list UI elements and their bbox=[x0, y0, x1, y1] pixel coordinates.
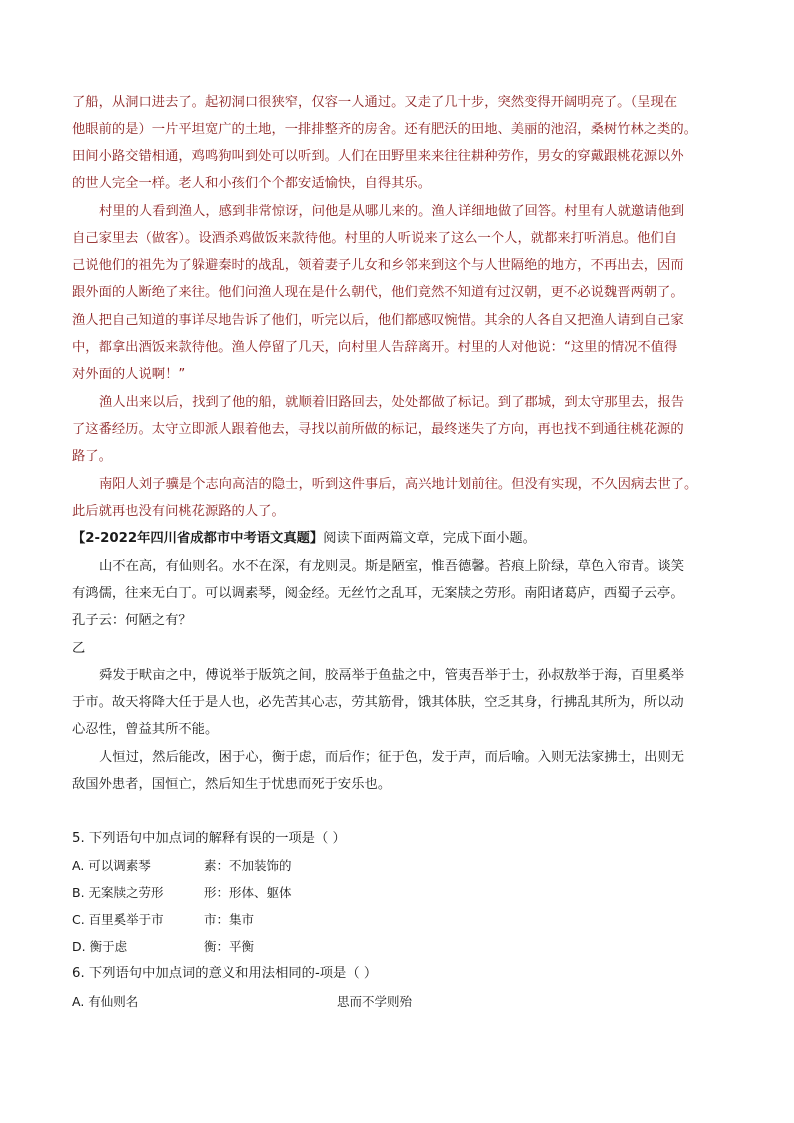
q5-option-a: A. 可以调素琴 bbox=[72, 858, 151, 873]
q6-option-a-left: A. 有仙则名 bbox=[72, 994, 139, 1009]
q5-option-a-gloss: 素：不加装饰的 bbox=[204, 858, 292, 873]
passage1-line: 田间小路交错相通，鸡鸣狗叫到处可以听到。人们在田野里来来往往耕种劳作，男女的穿戴跟桃花源以外 bbox=[72, 149, 684, 164]
passage-jia-line: 孔子云：何陋之有？ bbox=[72, 613, 192, 628]
q5-option-b: B. 无案牍之劳形 bbox=[72, 885, 164, 900]
passage1-line: 己说他们的祖先为了躲避秦时的战乱，领着妻子儿女和乡邻来到这个与人世隔绝的地方，不再出去，因而 bbox=[72, 258, 684, 273]
passage1-line: 村里的人看到渔人，感到非常惊讶，问他是从哪儿来的。渔人详细地做了回答。村里有人就邀请他到 bbox=[99, 204, 685, 219]
passage1-line: 渔人把自己知道的事详尽地告诉了他们，听完以后，他们都感叹惋惜。其余的人各自又把渔人请到自己家 bbox=[72, 313, 684, 328]
passage-yi-line: 心忍性，曾益其所不能。 bbox=[72, 722, 219, 737]
passage1-line: 了这番经历。太守立即派人跟着他去，寻找以前所做的标记，最终迷失了方向，再也找不到通往桃花源的 bbox=[72, 422, 684, 437]
passage-yi-line: 舜发于畎亩之中，傅说举于版筑之间，胶鬲举于鱼盐之中，管夷吾举于士，孙叔敖举于海，百里奚举 bbox=[99, 668, 685, 683]
passage-yi-line: 于市。故天将降大任于是人也，必先苦其心志，劳其筋骨，饿其体肤，空乏其身，行拂乱其所为，所以动 bbox=[72, 695, 684, 710]
passage-jia-line: 山不在高，有仙则名。水不在深，有龙则灵。斯是陋室，惟吾德馨。苔痕上阶绿，草色入帘青。谈笑 bbox=[99, 559, 685, 574]
passage1-line: 了船，从洞口进去了。起初洞口很狭窄，仅容一人通过。又走了几十步，突然变得开阔明亮了。（呈现在 bbox=[72, 95, 678, 110]
passage-jia-line: 有鸿儒，往来无白丁。可以调素琴，阅金经。无丝竹之乱耳，无案牍之劳形。南阳诸葛庐，西蜀子云亭。 bbox=[72, 586, 684, 601]
q5-option-b-gloss: 形：形体、躯体 bbox=[204, 885, 292, 900]
passage-yi-label: 乙 bbox=[72, 641, 86, 656]
question-5-stem: 5. 下列语句中加点词的解释有误的一项是（ ） bbox=[72, 831, 346, 846]
passage1-line: 的世人完全一样。老人和小孩们个个都安适愉快，自得其乐。 bbox=[72, 176, 432, 191]
passage1-line: 对外面的人说啊！” bbox=[72, 367, 186, 382]
passage-yi-line: 人恒过，然后能改，困于心，衡于虑，而后作；征于色，发于声，而后喻。入则无法家拂士，出则无 bbox=[99, 750, 685, 765]
q5-option-c: C. 百里奚举于市 bbox=[72, 912, 164, 927]
question-header bbox=[72, 526, 732, 552]
passage-yi-line: 敌国外患者，国恒亡，然后知生于忧患而死于安乐也。 bbox=[72, 777, 392, 792]
q5-option-d: D. 衡于虑 bbox=[72, 939, 128, 954]
passage1-line: 自己家里去（做客）。设酒杀鸡做饭来款待他。村里的人听说来了这么一个人，就都来打听消息。他们自 bbox=[72, 231, 678, 246]
source-label: 【2-2022年四川省成都市中考语文真题】 bbox=[72, 531, 324, 546]
passage1-line: 他眼前的是）一片平坦宽广的土地，一排排整齐的房舍。还有肥沃的田地、美丽的池沼，桑树竹林之类的。 bbox=[72, 122, 697, 137]
passage1-line: 中，都拿出酒饭来款待他。渔人停留了几天，向村里人告辞离开。村里的人对他说：“这里的情况不值得 bbox=[72, 340, 678, 355]
q6-option-a-right: 思而不学则殆 bbox=[337, 994, 413, 1009]
passage1-line: 此后就再也没有问桃花源路的人了。 bbox=[72, 504, 285, 519]
passage1-line: 路了。 bbox=[72, 449, 112, 464]
passage1-line: 南阳人刘子骥是个志向高洁的隐士，听到这件事后，高兴地计划前往。但没有实现，不久因病去世了。 bbox=[99, 477, 698, 492]
passage1-line: 渔人出来以后，找到了他的船，就顺着旧路回去，处处都做了标记。到了郡城，到太守那里去，报告 bbox=[99, 395, 685, 410]
passage1-line: 跟外面的人断绝了来往。他们问渔人现在是什么朝代，他们竟然不知道有过汉朝，更不必说魏晋两朝了。 bbox=[72, 285, 684, 300]
q5-option-c-gloss: 市：集市 bbox=[204, 912, 255, 927]
question-6-stem: 6. 下列语句中加点词的意义和用法相同的-项是（ ） bbox=[72, 966, 378, 981]
q5-option-d-gloss: 衡：平衡 bbox=[204, 939, 255, 954]
instruction-text: 阅读下面两篇文章，完成下面小题。 bbox=[323, 531, 536, 546]
